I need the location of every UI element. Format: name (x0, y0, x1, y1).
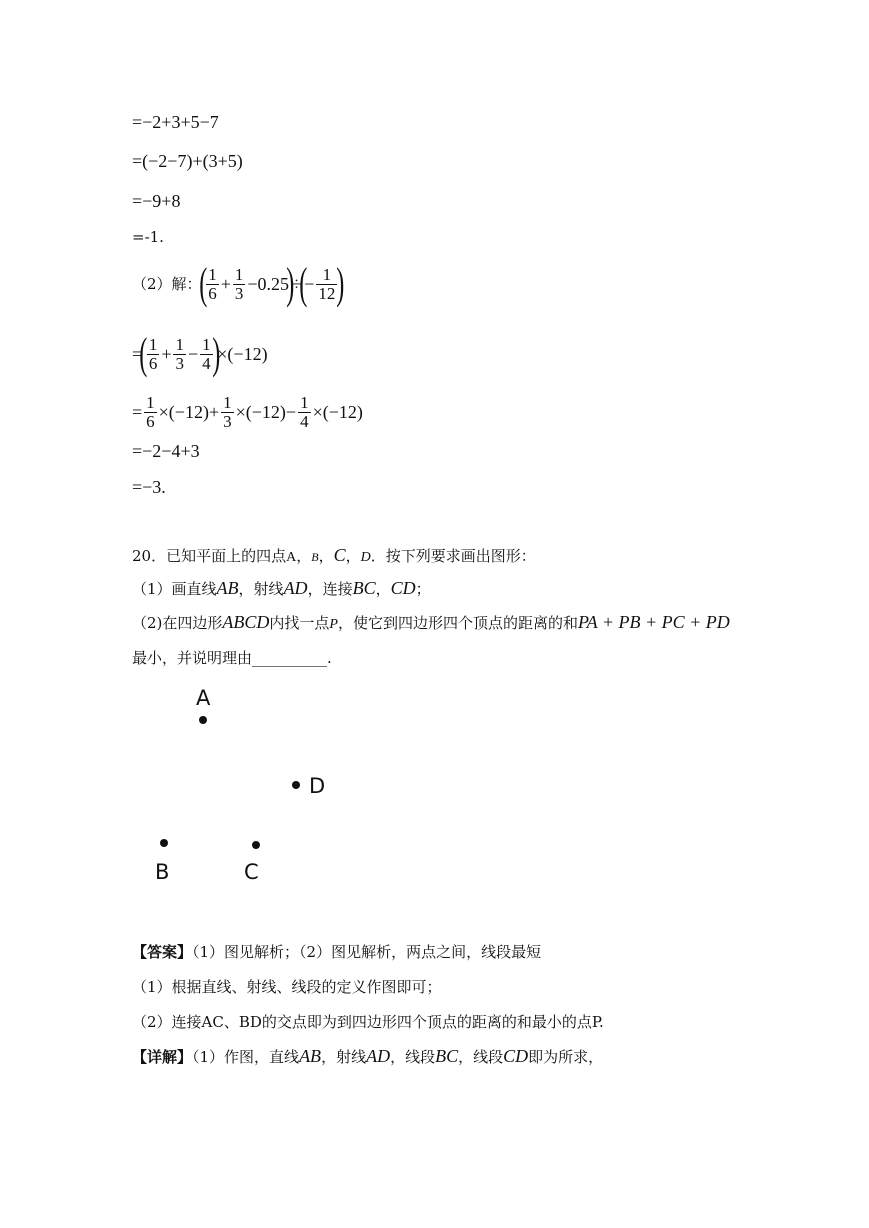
eq-sign: = (132, 344, 143, 364)
fraction-1-3 (233, 266, 246, 303)
label-a: A (196, 686, 211, 710)
math-bc: BC (352, 578, 376, 598)
denominator: 3 (234, 283, 244, 303)
separator: ， (318, 547, 334, 565)
separator: ， (296, 547, 312, 565)
left-paren: ( (139, 329, 148, 378)
numerator: 1 (234, 264, 244, 284)
text: ，线段 (390, 1048, 436, 1066)
calc1-line1: =−2+3+5−7 (132, 112, 219, 132)
calc2-line4: =−2−4+3 (132, 441, 200, 461)
calc2-line3 (132, 392, 363, 432)
text: （1）画直线 (132, 580, 217, 598)
calc2-line2: = ( $\frac{1}{6}$ + $\frac{1}{3}$ − $\frac{1}{4}$ ) ×(−12) (132, 329, 268, 378)
math-ab: AB (299, 1046, 322, 1066)
fraction-1-6 (206, 266, 219, 303)
answer-text: （1）图见解析；（2）图见解析，两点之间，线段最短 (192, 943, 542, 961)
text: ； (415, 580, 431, 598)
text: 即为所求， (528, 1048, 604, 1066)
label-c: C (244, 860, 259, 884)
calc2-line5: =−3. (132, 477, 166, 497)
group1: (−2−7) (142, 151, 193, 171)
math-ad: AD (366, 1046, 391, 1066)
calc1-line3: =−9+8 (132, 191, 181, 211)
question-part2 (132, 612, 730, 635)
point-c-text: C (333, 545, 346, 565)
text: （2)在四边形 (132, 614, 223, 632)
eq-sign: = (132, 151, 143, 171)
label-d: D (309, 774, 326, 798)
math-cd: CD (503, 1046, 529, 1066)
point-d (292, 781, 300, 789)
math-cd: CD (390, 578, 416, 598)
calc2-label: （2）解： (132, 275, 202, 293)
text: （1）作图，直线 (192, 1048, 300, 1066)
math-sum: PA + PB + PC + PD (578, 612, 730, 632)
text: 内找一点 (269, 614, 330, 632)
denominator: 6 (208, 283, 217, 303)
detail-line (132, 1046, 603, 1067)
text: ，使它到四边形四个顶点的距离的和 (337, 614, 578, 632)
math-bc: BC (435, 1046, 459, 1066)
right-paren: ) (286, 259, 295, 308)
point-a-text: A (286, 550, 297, 565)
point-d-text: D (360, 550, 371, 565)
numerator: 1 (208, 264, 217, 284)
stem-text: 20．已知平面上的四点 (132, 547, 287, 565)
fraction-1-6 (147, 336, 160, 373)
term3: ×(−12) (312, 402, 363, 422)
plus-sign: + (192, 151, 203, 171)
text: ，线段 (458, 1048, 504, 1066)
numerator: 1 (175, 334, 184, 354)
calc1-line2 (132, 151, 243, 171)
numerator: 1 (148, 334, 158, 354)
analysis-line1: （1）根据直线、射线、线段的定义作图即可； (132, 978, 442, 996)
left-paren: ( (298, 259, 307, 308)
text: ，连接 (307, 580, 353, 598)
denominator: 12 (318, 283, 336, 303)
calc2-line1: （2）解： ( $\frac{1}{6}$ + $\frac{1}{3}$ −0.25 ) ÷ ( − $\frac{1}{12}$ ) (132, 259, 345, 308)
left-paren: ( (198, 259, 207, 308)
numerator: 1 (322, 264, 332, 284)
question-part1 (132, 578, 431, 599)
term2: ×(−12)− (235, 402, 297, 422)
math-ad: AD (283, 578, 308, 598)
question-part2-line2: 最小，并说明理由__________. (132, 649, 332, 667)
right-paren: ) (336, 259, 345, 308)
divide-sign: ÷ (291, 274, 302, 294)
minus-sign: − (304, 274, 315, 294)
fraction-1-3 (173, 336, 186, 373)
term1: ×(−12)+ (158, 402, 220, 422)
math-abcd: ABCD (222, 612, 270, 632)
analysis-line2: （2）连接AC、BD的交点即为到四边形四个顶点的距离的和最小的点P. (132, 1013, 604, 1031)
text: ， (375, 580, 391, 598)
answer-tag: 【答案】 (132, 943, 193, 961)
fraction-1-4: $\frac{1}{4}$ (300, 392, 309, 431)
answer-line (132, 942, 541, 962)
fraction-1-4 (200, 336, 213, 373)
calc1-line4: =-1. (132, 228, 164, 246)
point-b (160, 839, 168, 847)
eq-sign: = (132, 402, 143, 422)
denominator: 4 (202, 353, 211, 373)
minus-025: −0.25 (247, 274, 290, 294)
fraction-1-3: $\frac{1}{3}$ (223, 392, 232, 431)
label-b: B (155, 860, 170, 884)
question-stem (132, 545, 536, 568)
point-c (252, 841, 260, 849)
group2: (3+5) (202, 151, 243, 171)
math-ab: AB (216, 578, 239, 598)
point-b-text: B (311, 550, 319, 564)
fraction-1-12 (316, 266, 337, 303)
text: ，射线 (321, 1048, 367, 1066)
text: ，射线 (238, 580, 284, 598)
point-a (199, 716, 207, 724)
denominator: 6 (148, 353, 158, 373)
stem-text: ．按下列要求画出图形： (370, 547, 536, 565)
separator: ， (345, 547, 361, 565)
denominator: 3 (175, 353, 184, 373)
fraction-1-6: $\frac{1}{6}$ (146, 392, 155, 431)
detail-tag: 【详解】 (132, 1048, 193, 1066)
right-paren: ) (211, 329, 220, 378)
math-p: P (329, 617, 338, 632)
times-minus-12: ×(−12) (217, 344, 268, 364)
numerator: 1 (202, 334, 211, 354)
